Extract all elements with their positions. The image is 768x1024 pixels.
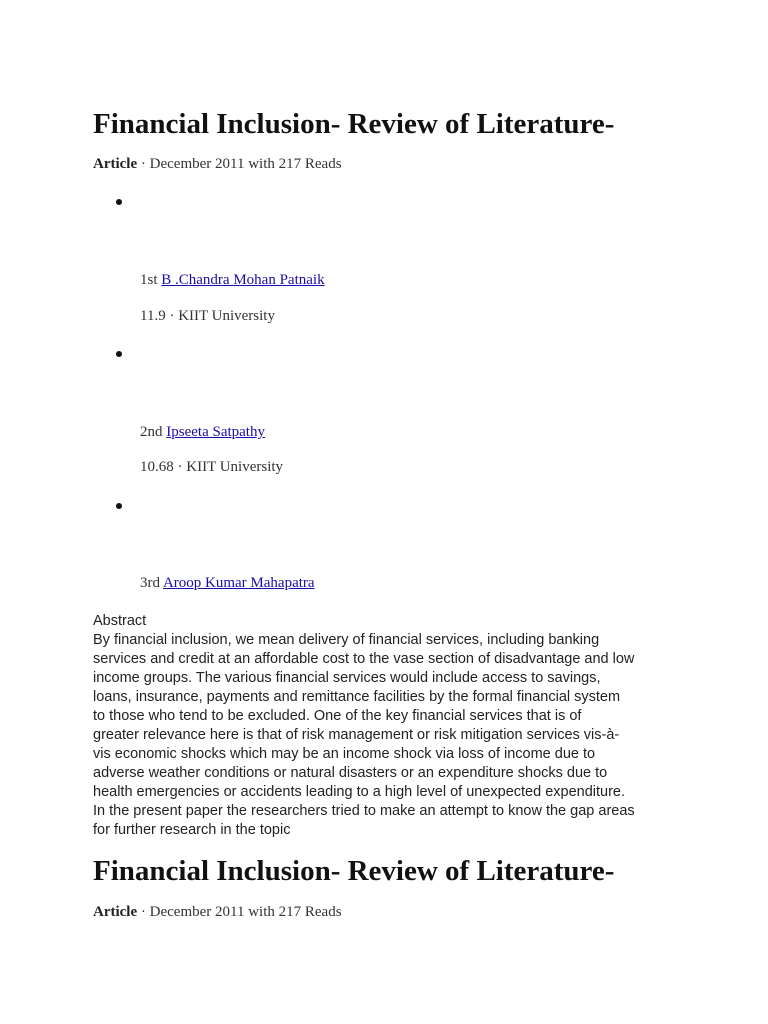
list-bullet [116,199,122,205]
abstract-heading: Abstract [93,613,147,629]
list-bullet [116,351,122,357]
article-meta [93,157,342,172]
author-score-affiliation-1: 11.9 · KIIT University [140,308,275,324]
author-item-2 [140,425,265,440]
abstract-line: services and credit at an affordable cost to the vase section of disadvantage and low [93,651,635,667]
abstract-line: income groups. The various financial services would include access to savings, [93,670,601,686]
article-type-label: Article [93,156,138,172]
abstract-line: health emergencies or accidents leading to a high level of unexpected expenditure. [93,784,626,800]
author-rank: 1st [140,272,158,288]
author-rank: 3rd [140,575,160,591]
article-date-reads: · December 2011 with 217 Reads [137,904,342,920]
article-date-reads: · December 2011 with 217 Reads [137,156,342,172]
abstract-line: vis economic shocks which may be an income shock via loss of income due to [93,746,596,762]
author-link-3[interactable]: Aroop Kumar Mahapatra [162,575,315,591]
list-bullet [116,503,122,509]
author-link-2[interactable]: Ipseeta Satpathy [166,424,265,440]
abstract-line: loans, insurance, payments and remittance facilities by the formal financial system [93,689,621,705]
article-type-label: Article [93,904,138,920]
author-score-affiliation-2: 10.68 · KIIT University [140,459,284,475]
author-item-1 [140,273,325,288]
abstract-line: In the present paper the researchers tried to make an attempt to know the gap areas [93,803,635,819]
author-link-1[interactable]: B .Chandra Mohan Patnaik [161,272,325,288]
abstract-section [93,612,693,840]
article-meta-repeat [93,905,342,920]
article-title-repeat: Financial Inclusion- Review of Literature- [93,855,615,887]
abstract-line: for further research in the topic [93,822,291,838]
abstract-line: to those who tend to be excluded. One of the key financial services that is of [93,708,582,724]
abstract-line: adverse weather conditions or natural disasters or an expenditure shocks due to [93,765,608,781]
abstract-line: By financial inclusion, we mean delivery of financial services, including banking [93,632,600,648]
article-title: Financial Inclusion- Review of Literature- [93,108,615,140]
author-rank: 2nd [140,424,163,440]
author-item-3 [140,576,315,591]
abstract-line: greater relevance here is that of risk management or risk mitigation services vis-à- [93,727,620,743]
